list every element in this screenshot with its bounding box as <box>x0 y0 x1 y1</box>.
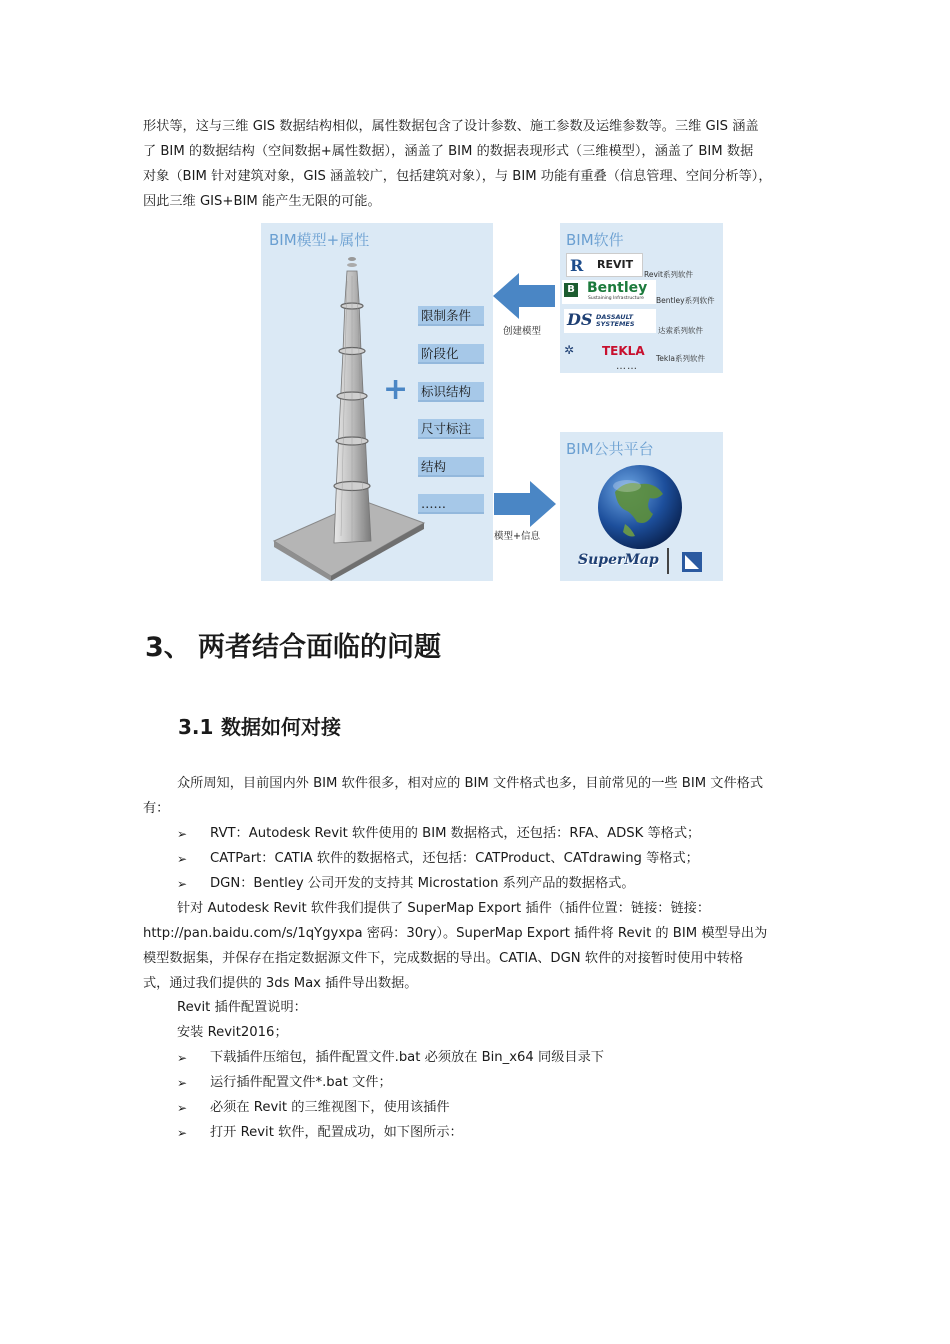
tekla-logo <box>564 341 656 361</box>
dassault-logo-text: DASSAULT SYSTEMES <box>596 313 635 328</box>
section-heading <box>145 628 441 668</box>
subsection-heading <box>178 712 341 742</box>
step-item-3: 必须在 Revit 的三维视图下，使用该插件 <box>210 1100 450 1115</box>
platform-icon <box>681 551 703 573</box>
bim-gis-figure <box>261 223 723 581</box>
bullet-icon: ➢ <box>177 1076 188 1090</box>
body-p2-line-1: 针对 Autodesk Revit 软件我们提供了 SuperMap Export 插件（插件位置：链接：链接： <box>177 901 711 916</box>
intro-line-3: 对象（BIM 针对建筑对象，GIS 涵盖较广，包括建筑对象），与 BIM 功能有重叠（信息管理、空间分析等）， <box>143 169 772 184</box>
body-p1-line-2: 有： <box>143 801 170 816</box>
tag-more: …… <box>418 494 484 514</box>
dassault-caption: 达索系列软件 <box>658 326 703 335</box>
config-title: Revit 插件配置说明： <box>177 1000 307 1015</box>
bullet-icon: ➢ <box>177 877 188 891</box>
bim-software-panel <box>560 223 723 373</box>
install-line: 安装 Revit2016； <box>177 1025 288 1040</box>
bentley-b-icon: B <box>564 283 578 297</box>
bentley-logo-text: Bentley <box>587 280 648 296</box>
format-item-catpart: CATPart：CATIA 软件的数据格式，还包括：CATProduct、CATdrawing 等格式； <box>210 851 699 866</box>
subsection-title: 数据如何对接 <box>221 715 341 739</box>
supermap-logo: SuperMap <box>578 552 659 568</box>
tag-structure: 结构 <box>418 457 484 477</box>
tag-phasing: 阶段化 <box>418 344 484 364</box>
bim-platform-panel <box>560 432 723 581</box>
bentley-sub-text: Sustaining Infrastructure <box>588 296 644 301</box>
bullet-icon: ➢ <box>177 852 188 866</box>
bim-model-title: BIM模型+属性 <box>269 231 370 249</box>
bullet-icon: ➢ <box>177 1101 188 1115</box>
bim-model-panel <box>261 223 493 581</box>
section-title: 两者结合面临的问题 <box>198 632 441 663</box>
tag-identity: 标识结构 <box>418 382 484 402</box>
plus-sign: + <box>383 372 409 407</box>
step-item-1: 下载插件压缩包，插件配置文件.bat 必须放在 Bin_x64 同级目录下 <box>210 1050 604 1065</box>
software-more-dots: …… <box>616 361 638 372</box>
revit-logo-text: REVIT <box>597 258 634 271</box>
tekla-logo-text: TEKLA <box>602 344 645 358</box>
bim-platform-title: BIM公共平台 <box>566 440 654 458</box>
body-p2-line-4: 式，通过我们提供的 3ds Max 插件导出数据。 <box>143 976 418 991</box>
tekla-star-icon: ✲ <box>564 343 575 357</box>
intro-line-2: 了 BIM 的数据结构（空间数据+属性数据），涵盖了 BIM 的数据表现形式（三维模型），涵盖了 BIM 数据 <box>143 144 754 159</box>
dassault-ds-icon: DS <box>567 310 593 329</box>
section-number: 3、 <box>145 632 191 663</box>
logo-divider <box>667 548 669 574</box>
format-item-rvt: RVT：Autodesk Revit 软件使用的 BIM 数据格式，还包括：RFA、ADSK 等格式； <box>210 826 701 841</box>
revit-caption: Revit系列软件 <box>644 270 693 279</box>
bullet-icon: ➢ <box>177 827 188 841</box>
bim-software-title: BIM软件 <box>566 231 624 249</box>
format-item-dgn: DGN：Bentley 公司开发的支持其 Microstation 系列产品的数据格式。 <box>210 876 635 891</box>
tekla-caption: Tekla系列软件 <box>656 354 705 363</box>
revit-logo <box>566 253 643 277</box>
create-model-arrow-icon <box>493 273 555 319</box>
bullet-icon: ➢ <box>177 1126 188 1140</box>
body-p2-line-3: 模型数据集，并保存在指定数据源文件下，完成数据的导出。CATIA、DGN 软件的对接暂时使用中转格 <box>143 951 744 966</box>
step-item-2: 运行插件配置文件*.bat 文件； <box>210 1075 392 1090</box>
bentley-logo <box>562 280 656 304</box>
body-p2-line-2: http://pan.baidu.com/s/1qYgyxpa 密码：30ry）。SuperMap Export 插件将 Revit 的 BIM 模型导出为 <box>143 926 768 941</box>
create-model-label: 创建模型 <box>503 326 542 337</box>
dassault-logo <box>564 309 656 333</box>
bentley-caption: Bentley系列软件 <box>656 296 715 305</box>
globe-icon <box>595 462 685 552</box>
intro-line-1: 形状等，这与三维 GIS 数据结构相似，属性数据包含了设计参数、施工参数及运维参数等。三维 GIS 涵盖 <box>143 119 759 134</box>
revit-r-icon: R <box>570 256 584 275</box>
step-item-4: 打开 Revit 软件，配置成功，如下图所示： <box>210 1125 463 1140</box>
tag-dimensions: 尺寸标注 <box>418 419 484 439</box>
bullet-icon: ➢ <box>177 1051 188 1065</box>
subsection-number: 3.1 <box>178 715 214 739</box>
model-info-arrow-icon <box>494 481 556 527</box>
tag-constraints: 限制条件 <box>418 306 484 326</box>
skyscraper-illustration <box>269 251 429 581</box>
body-p1-line-1: 众所周知，目前国内外 BIM 软件很多，相对应的 BIM 文件格式也多，目前常见的一些 BIM 文件格式 <box>177 776 764 791</box>
intro-line-4: 因此三维 GIS+BIM 能产生无限的可能。 <box>143 194 381 209</box>
model-info-label: 模型+信息 <box>494 531 540 542</box>
